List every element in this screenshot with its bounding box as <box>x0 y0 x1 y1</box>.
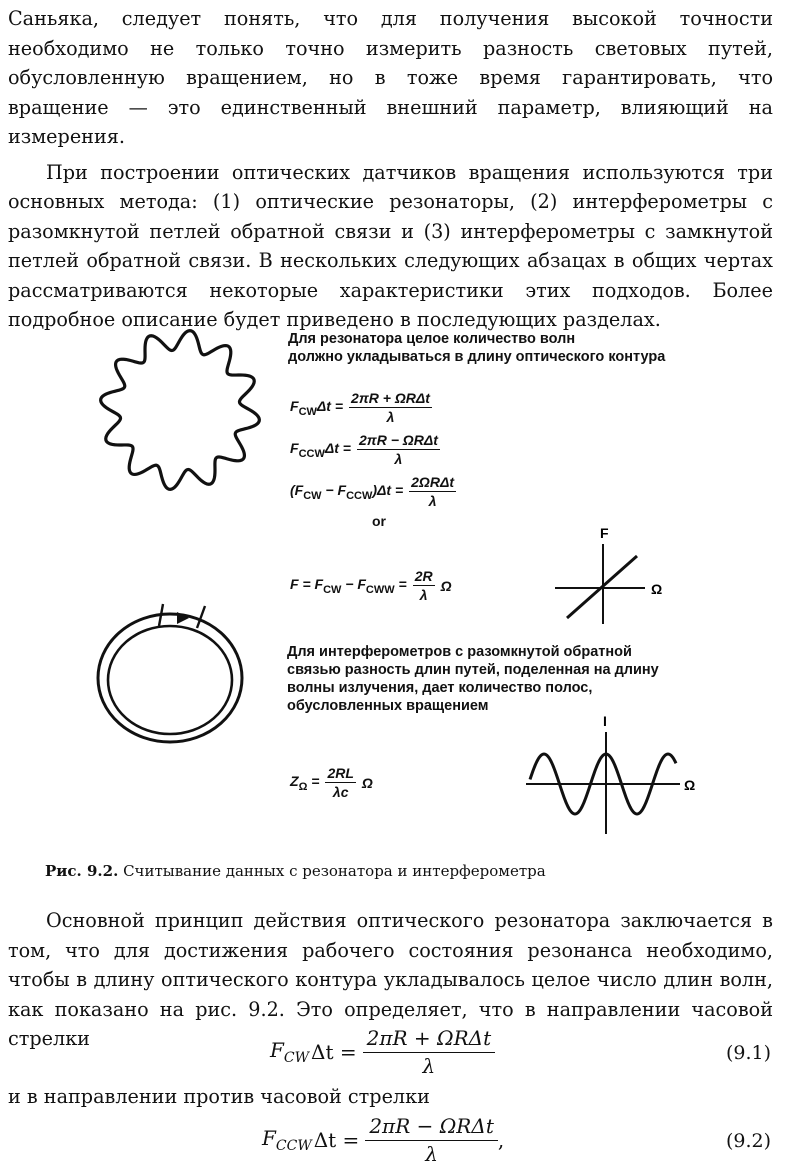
equation-9-2: $F_{CCW}$ Δt = $\frac{\text{2πR − ΩRΔt}}{\lambda}$ , <box>262 1114 505 1166</box>
graph1-x-label: Ω <box>651 581 663 597</box>
paragraph-3: Основной принцип действия оптического резонатора заключается в том, что для достижения рабочего состояния резонанса необходимо, чтобы в длину оптического контура укладывалось целое число длин волн, как показано на рис. 9.2. Это определяет, что в направлении часовой стрелки <box>8 909 773 1050</box>
linear-response-graph <box>545 522 685 632</box>
formula-f-total: $F = F_{CW} - F_{CWW}$ = $\frac{2R}{\lambda}$ Ω <box>290 568 452 603</box>
figure-caption: Рис. 9.2. Считывание данных с резонатора и интерферометра <box>45 862 546 880</box>
graph1-y-label: F <box>600 525 609 541</box>
graph2-x-label: Ω <box>684 777 696 793</box>
interferometer-note: Для интерферометров с разомкнутой обратной связью разность длин путей, поделенная на длину волны излучения, дает количество полос, обусловленных вращением <box>287 644 659 714</box>
middle-text: и в направлении против часовой стрелки <box>8 1085 430 1108</box>
paragraph-1: Саньяка, следует понять, что для получения высокой точности необходимо не только точно измерить разность световых путей, обусловленную вращением, но в тоже время гарантировать, что вращение — это единственный внешний параметр, влияющий на измерения. <box>8 7 773 148</box>
top-text <box>8 4 773 335</box>
equation-9-1: $F_{CW}$ Δt = $\frac{\text{2πR + ΩRΔt}}{\lambda}$ <box>270 1026 495 1078</box>
resonator-note: Для резонатора целое количество волн должно укладываться в длину оптического контура <box>288 331 666 365</box>
equation-number-9-1: (9.1) <box>725 1042 771 1064</box>
paragraph-2: При построении оптических датчиков вращения используются три основных метода: (1) оптические резонаторы, (2) интерферометры с разомкнутой петлей обратной связи и (3) интерферометры с замкнутой петлей обратной связи. В нескольких следующих абзацах в общих чертах рассматриваются некоторые характеристики этих подходов. Более подробное описание будет приведено в последующих разделах. <box>8 160 773 331</box>
graph2-y-label: I <box>603 713 607 729</box>
or-label: or <box>372 513 386 529</box>
formula-f-diff: $(F_{CW} - F_{CCW})\Delta t$ = $\frac{\text{2ΩRΔt}}{\lambda}$ <box>290 474 455 509</box>
interferometer-ring-diagram <box>85 600 255 750</box>
fringe-response-graph <box>520 712 700 837</box>
formula-f-ccw: $F_{CCW}\Delta t$ = $\frac{\text{2πR − ΩRΔt}}{\lambda}$ <box>290 432 438 467</box>
formula-f-cw: $F_{CW}\Delta t$ = $\frac{\text{2πR + ΩRΔt}}{\lambda}$ <box>290 390 430 425</box>
equation-number-9-2: (9.2) <box>725 1130 771 1152</box>
resonator-ring-diagram <box>90 320 270 500</box>
formula-z: $Z_\Omega$ = $\frac{2RL}{\lambda c}$ Ω <box>290 765 373 800</box>
